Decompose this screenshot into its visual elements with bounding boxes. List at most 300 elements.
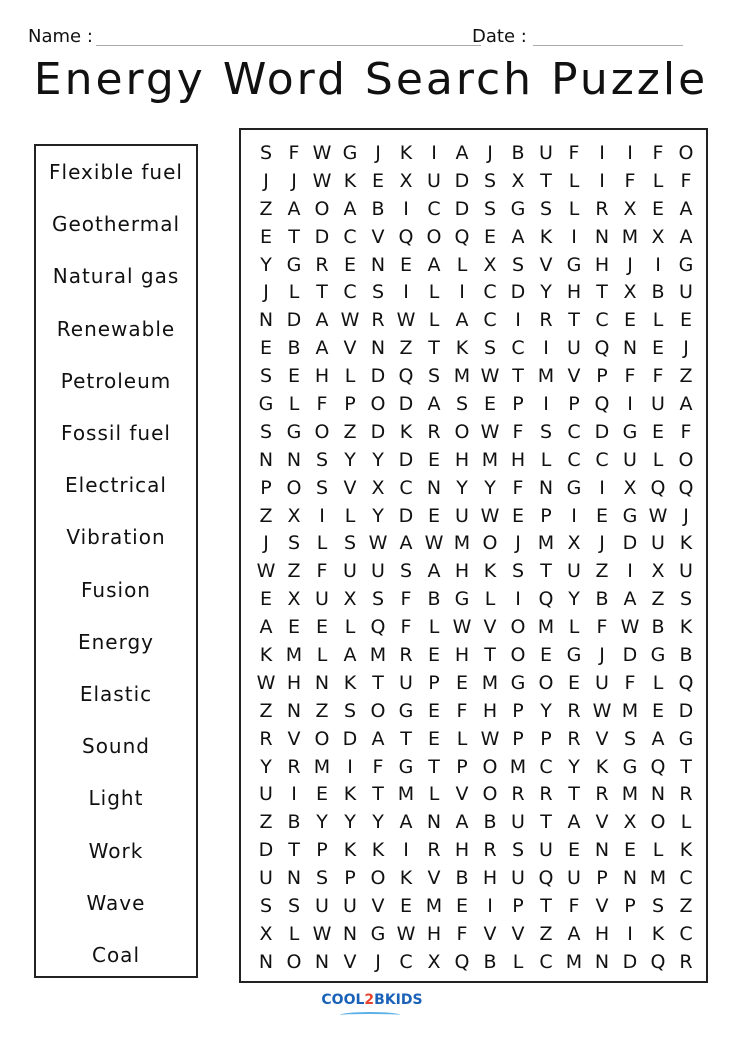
grid-letter[interactable]: G (286, 420, 302, 443)
grid-letter[interactable]: A (287, 197, 301, 220)
grid-letter[interactable]: V (595, 894, 609, 917)
grid-letter[interactable]: R (539, 309, 553, 332)
grid-letter[interactable]: J (375, 950, 381, 973)
grid-letter[interactable]: O (538, 671, 554, 694)
grid-letter[interactable]: S (287, 894, 301, 917)
grid-letter[interactable]: H (510, 448, 526, 471)
grid-letter[interactable]: R (679, 950, 693, 973)
grid-letter[interactable]: P (512, 727, 524, 750)
grid-letter[interactable]: E (651, 197, 664, 220)
grid-letter[interactable]: Z (287, 560, 301, 583)
grid-letter[interactable]: D (398, 392, 414, 415)
grid-letter[interactable]: E (315, 616, 328, 639)
grid-letter[interactable]: J (487, 141, 493, 164)
grid-letter[interactable]: V (595, 727, 609, 750)
grid-letter[interactable]: F (456, 699, 468, 722)
grid-letter[interactable]: C (399, 950, 413, 973)
grid-letter[interactable]: H (594, 922, 610, 945)
grid-letter[interactable]: N (342, 922, 358, 945)
grid-letter[interactable]: R (567, 727, 581, 750)
grid-letter[interactable]: A (427, 560, 441, 583)
grid-letter[interactable]: X (399, 169, 413, 192)
grid-letter[interactable]: E (651, 420, 664, 443)
grid-letter[interactable]: G (398, 699, 414, 722)
grid-letter[interactable]: A (399, 811, 413, 834)
grid-letter[interactable]: P (512, 894, 524, 917)
grid-letter[interactable]: A (399, 532, 413, 555)
grid-letter[interactable]: S (511, 253, 525, 276)
grid-letter[interactable]: F (652, 141, 664, 164)
grid-letter[interactable]: Q (538, 867, 554, 890)
grid-letter[interactable]: L (652, 309, 664, 332)
grid-letter[interactable]: O (286, 476, 302, 499)
grid-letter[interactable]: J (263, 169, 269, 192)
grid-letter[interactable]: M (565, 950, 583, 973)
grid-letter[interactable]: I (599, 476, 605, 499)
grid-letter[interactable]: G (622, 504, 638, 527)
grid-letter[interactable]: A (567, 811, 581, 834)
grid-letter[interactable]: E (343, 253, 356, 276)
grid-letter[interactable]: K (455, 337, 469, 360)
grid-letter[interactable]: L (652, 448, 664, 471)
grid-letter[interactable]: V (371, 894, 385, 917)
grid-letter[interactable]: R (595, 783, 609, 806)
grid-letter[interactable]: U (259, 867, 273, 890)
grid-letter[interactable]: H (314, 365, 330, 388)
grid-letter[interactable]: I (403, 281, 409, 304)
grid-letter[interactable]: T (568, 309, 580, 332)
grid-letter[interactable]: I (599, 141, 605, 164)
grid-letter[interactable]: D (454, 169, 470, 192)
grid-letter[interactable]: P (624, 894, 636, 917)
grid-letter[interactable]: O (314, 420, 330, 443)
grid-letter[interactable]: G (286, 253, 302, 276)
grid-letter[interactable]: C (539, 755, 553, 778)
grid-letter[interactable]: L (428, 783, 440, 806)
grid-letter[interactable]: C (595, 448, 609, 471)
grid-letter[interactable]: G (678, 727, 694, 750)
grid-letter[interactable]: U (595, 671, 609, 694)
grid-letter[interactable]: Y (260, 253, 272, 276)
grid-letter[interactable]: D (622, 950, 638, 973)
grid-letter[interactable]: W (312, 141, 332, 164)
grid-letter[interactable]: G (566, 643, 582, 666)
grid-letter[interactable]: A (511, 225, 525, 248)
grid-letter[interactable]: L (652, 169, 664, 192)
grid-letter[interactable]: V (483, 922, 497, 945)
grid-letter[interactable]: A (455, 309, 469, 332)
grid-letter[interactable]: N (538, 476, 554, 499)
grid-letter[interactable]: O (482, 783, 498, 806)
grid-letter[interactable]: Q (398, 365, 414, 388)
grid-letter[interactable]: Y (316, 811, 328, 834)
grid-letter[interactable]: T (568, 783, 580, 806)
grid-letter[interactable]: V (567, 365, 581, 388)
grid-letter[interactable]: X (427, 950, 441, 973)
grid-letter[interactable]: X (623, 811, 637, 834)
grid-letter[interactable]: I (543, 392, 549, 415)
grid-letter[interactable]: Y (372, 811, 384, 834)
grid-letter[interactable]: R (259, 727, 273, 750)
grid-letter[interactable]: S (259, 141, 273, 164)
grid-letter[interactable]: K (399, 420, 413, 443)
grid-letter[interactable]: F (680, 420, 692, 443)
grid-letter[interactable]: G (566, 253, 582, 276)
grid-letter[interactable]: J (683, 504, 689, 527)
grid-letter[interactable]: B (511, 141, 525, 164)
grid-letter[interactable]: D (594, 420, 610, 443)
grid-letter[interactable]: L (652, 671, 664, 694)
grid-letter[interactable]: M (621, 783, 639, 806)
grid-letter[interactable]: P (316, 839, 328, 862)
grid-letter[interactable]: L (512, 950, 524, 973)
grid-letter[interactable]: Y (260, 755, 272, 778)
grid-letter[interactable]: S (483, 197, 497, 220)
grid-letter[interactable]: E (259, 337, 272, 360)
grid-letter[interactable]: N (594, 950, 610, 973)
grid-letter[interactable]: Y (372, 448, 384, 471)
grid-letter[interactable]: C (567, 448, 581, 471)
grid-letter[interactable]: M (285, 643, 303, 666)
grid-letter[interactable]: K (343, 839, 357, 862)
grid-letter[interactable]: W (592, 699, 612, 722)
grid-letter[interactable]: C (567, 420, 581, 443)
grid-letter[interactable]: I (627, 141, 633, 164)
grid-letter[interactable]: P (344, 867, 356, 890)
grid-letter[interactable]: I (627, 392, 633, 415)
grid-letter[interactable]: F (456, 922, 468, 945)
grid-letter[interactable]: I (543, 337, 549, 360)
grid-letter[interactable]: J (375, 141, 381, 164)
grid-letter[interactable]: M (621, 699, 639, 722)
grid-letter[interactable]: M (369, 643, 387, 666)
grid-letter[interactable]: O (426, 225, 442, 248)
grid-letter[interactable]: T (540, 811, 552, 834)
grid-letter[interactable]: C (595, 309, 609, 332)
grid-letter[interactable]: U (315, 588, 329, 611)
grid-letter[interactable]: T (428, 337, 440, 360)
grid-letter[interactable]: C (343, 281, 357, 304)
grid-letter[interactable]: E (315, 783, 328, 806)
grid-letter[interactable]: S (315, 476, 329, 499)
grid-letter[interactable]: Y (568, 755, 580, 778)
grid-letter[interactable]: Y (540, 699, 552, 722)
grid-letter[interactable]: Z (259, 811, 273, 834)
grid-letter[interactable]: A (567, 922, 581, 945)
grid-letter[interactable]: L (456, 727, 468, 750)
grid-letter[interactable]: J (627, 253, 633, 276)
grid-letter[interactable]: L (344, 504, 356, 527)
grid-letter[interactable]: N (314, 671, 330, 694)
grid-letter[interactable]: Z (259, 699, 273, 722)
grid-letter[interactable]: R (315, 253, 329, 276)
grid-letter[interactable]: S (287, 532, 301, 555)
grid-letter[interactable]: E (651, 699, 664, 722)
grid-letter[interactable]: F (568, 141, 580, 164)
grid-letter[interactable]: C (511, 337, 525, 360)
grid-letter[interactable]: O (678, 448, 694, 471)
grid-letter[interactable]: X (483, 253, 497, 276)
grid-letter[interactable]: C (483, 309, 497, 332)
grid-letter[interactable]: I (655, 253, 661, 276)
grid-letter[interactable]: R (427, 420, 441, 443)
grid-letter[interactable]: J (263, 532, 269, 555)
grid-letter[interactable]: J (515, 532, 521, 555)
grid-letter[interactable]: R (371, 309, 385, 332)
grid-letter[interactable]: U (343, 560, 357, 583)
grid-letter[interactable]: M (397, 783, 415, 806)
grid-letter[interactable]: T (484, 643, 496, 666)
grid-letter[interactable]: I (599, 169, 605, 192)
grid-letter[interactable]: U (567, 867, 581, 890)
grid-letter[interactable]: Q (454, 950, 470, 973)
grid-letter[interactable]: H (454, 643, 470, 666)
grid-letter[interactable]: X (287, 588, 301, 611)
grid-letter[interactable]: F (596, 616, 608, 639)
grid-letter[interactable]: J (599, 532, 605, 555)
grid-letter[interactable]: Q (454, 225, 470, 248)
grid-letter[interactable]: Z (343, 420, 357, 443)
grid-letter[interactable]: D (314, 225, 330, 248)
grid-letter[interactable]: R (287, 755, 301, 778)
grid-letter[interactable]: U (399, 671, 413, 694)
grid-letter[interactable]: D (258, 839, 274, 862)
grid-letter[interactable]: Q (398, 225, 414, 248)
grid-letter[interactable]: L (652, 839, 664, 862)
grid-letter[interactable]: P (540, 504, 552, 527)
grid-letter[interactable]: P (568, 392, 580, 415)
grid-letter[interactable]: K (595, 755, 609, 778)
grid-letter[interactable]: H (454, 839, 470, 862)
grid-letter[interactable]: S (455, 392, 469, 415)
grid-letter[interactable]: Y (372, 504, 384, 527)
grid-letter[interactable]: W (480, 420, 500, 443)
grid-letter[interactable]: U (651, 392, 665, 415)
grid-letter[interactable]: V (539, 253, 553, 276)
grid-letter[interactable]: U (343, 894, 357, 917)
grid-letter[interactable]: N (650, 783, 666, 806)
grid-letter[interactable]: B (287, 811, 301, 834)
grid-letter[interactable]: N (426, 476, 442, 499)
grid-letter[interactable]: A (371, 727, 385, 750)
grid-letter[interactable]: E (623, 839, 636, 862)
grid-letter[interactable]: E (483, 225, 496, 248)
grid-letter[interactable]: O (454, 420, 470, 443)
grid-letter[interactable]: Z (315, 699, 329, 722)
grid-letter[interactable]: E (651, 337, 664, 360)
grid-letter[interactable]: W (480, 365, 500, 388)
grid-letter[interactable]: S (511, 839, 525, 862)
grid-letter[interactable]: J (683, 337, 689, 360)
grid-letter[interactable]: E (427, 699, 440, 722)
grid-letter[interactable]: H (426, 922, 442, 945)
grid-letter[interactable]: W (620, 616, 640, 639)
grid-letter[interactable]: N (594, 225, 610, 248)
grid-letter[interactable]: S (427, 365, 441, 388)
grid-letter[interactable]: L (680, 811, 692, 834)
grid-letter[interactable]: D (286, 309, 302, 332)
grid-letter[interactable]: S (623, 727, 637, 750)
grid-letter[interactable]: A (651, 727, 665, 750)
grid-letter[interactable]: I (403, 197, 409, 220)
grid-letter[interactable]: U (427, 169, 441, 192)
grid-letter[interactable]: A (315, 309, 329, 332)
grid-letter[interactable]: A (427, 253, 441, 276)
grid-letter[interactable]: E (623, 309, 636, 332)
grid-letter[interactable]: F (372, 755, 384, 778)
grid-letter[interactable]: P (512, 699, 524, 722)
grid-letter[interactable]: J (291, 169, 297, 192)
grid-letter[interactable]: M (537, 616, 555, 639)
grid-letter[interactable]: B (371, 197, 385, 220)
grid-letter[interactable]: L (568, 616, 580, 639)
grid-letter[interactable]: U (567, 337, 581, 360)
grid-letter[interactable]: J (599, 643, 605, 666)
grid-letter[interactable]: G (650, 643, 666, 666)
grid-letter[interactable]: X (259, 922, 273, 945)
grid-letter[interactable]: M (481, 671, 499, 694)
grid-letter[interactable]: P (596, 365, 608, 388)
grid-letter[interactable]: U (539, 839, 553, 862)
grid-letter[interactable]: D (622, 643, 638, 666)
grid-letter[interactable]: C (427, 197, 441, 220)
grid-letter[interactable]: V (427, 867, 441, 890)
grid-letter[interactable]: I (627, 922, 633, 945)
grid-letter[interactable]: F (316, 392, 328, 415)
grid-letter[interactable]: K (651, 922, 665, 945)
grid-letter[interactable]: Y (344, 811, 356, 834)
grid-letter[interactable]: K (399, 867, 413, 890)
grid-letter[interactable]: C (483, 281, 497, 304)
grid-letter[interactable]: F (624, 671, 636, 694)
grid-letter[interactable]: A (679, 225, 693, 248)
grid-letter[interactable]: Y (568, 588, 580, 611)
grid-letter[interactable]: E (679, 309, 692, 332)
grid-letter[interactable]: D (622, 532, 638, 555)
grid-letter[interactable]: U (651, 532, 665, 555)
grid-letter[interactable]: F (624, 365, 636, 388)
grid-letter[interactable]: S (399, 560, 413, 583)
grid-letter[interactable]: S (511, 560, 525, 583)
grid-letter[interactable]: L (428, 281, 440, 304)
grid-letter[interactable]: A (343, 643, 357, 666)
grid-letter[interactable]: P (456, 755, 468, 778)
grid-letter[interactable]: W (648, 504, 668, 527)
grid-letter[interactable]: F (652, 365, 664, 388)
grid-letter[interactable]: A (259, 616, 273, 639)
grid-letter[interactable]: M (313, 755, 331, 778)
grid-letter[interactable]: C (539, 950, 553, 973)
grid-letter[interactable]: E (287, 616, 300, 639)
grid-letter[interactable]: S (343, 532, 357, 555)
grid-letter[interactable]: I (403, 839, 409, 862)
grid-letter[interactable]: O (510, 643, 526, 666)
grid-letter[interactable]: P (512, 392, 524, 415)
grid-letter[interactable]: T (288, 225, 300, 248)
grid-letter[interactable]: U (567, 560, 581, 583)
grid-letter[interactable]: X (343, 588, 357, 611)
grid-letter[interactable]: Z (399, 337, 413, 360)
grid-letter[interactable]: T (680, 755, 692, 778)
grid-letter[interactable]: F (568, 894, 580, 917)
grid-letter[interactable]: K (679, 616, 693, 639)
grid-letter[interactable]: X (511, 169, 525, 192)
grid-letter[interactable]: B (483, 950, 497, 973)
grid-letter[interactable]: C (679, 922, 693, 945)
grid-letter[interactable]: H (286, 671, 302, 694)
grid-letter[interactable]: Q (678, 671, 694, 694)
grid-letter[interactable]: S (315, 867, 329, 890)
grid-letter[interactable]: P (344, 392, 356, 415)
grid-letter[interactable]: P (596, 867, 608, 890)
grid-letter[interactable]: L (344, 365, 356, 388)
grid-letter[interactable]: G (398, 755, 414, 778)
grid-letter[interactable]: H (482, 867, 498, 890)
grid-letter[interactable]: E (399, 894, 412, 917)
grid-letter[interactable]: K (343, 169, 357, 192)
grid-letter[interactable]: Z (679, 365, 693, 388)
grid-letter[interactable]: W (452, 616, 472, 639)
grid-letter[interactable]: D (454, 197, 470, 220)
grid-letter[interactable]: M (481, 448, 499, 471)
grid-letter[interactable]: U (539, 141, 553, 164)
grid-letter[interactable]: M (453, 365, 471, 388)
grid-letter[interactable]: R (427, 839, 441, 862)
grid-letter[interactable]: I (515, 588, 521, 611)
grid-letter[interactable]: Z (259, 197, 273, 220)
grid-letter[interactable]: K (343, 671, 357, 694)
date-line[interactable] (533, 45, 683, 46)
grid-letter[interactable]: Q (650, 950, 666, 973)
grid-letter[interactable]: L (540, 448, 552, 471)
grid-letter[interactable]: L (316, 532, 328, 555)
grid-letter[interactable]: G (622, 420, 638, 443)
grid-letter[interactable]: I (627, 560, 633, 583)
grid-letter[interactable]: M (621, 225, 639, 248)
grid-letter[interactable]: O (314, 727, 330, 750)
grid-letter[interactable]: B (483, 811, 497, 834)
grid-letter[interactable]: B (651, 281, 665, 304)
grid-letter[interactable]: A (623, 588, 637, 611)
grid-letter[interactable]: U (511, 811, 525, 834)
grid-letter[interactable]: N (286, 448, 302, 471)
grid-letter[interactable]: Q (650, 755, 666, 778)
grid-letter[interactable]: U (511, 867, 525, 890)
grid-letter[interactable]: E (539, 643, 552, 666)
grid-letter[interactable]: I (515, 309, 521, 332)
grid-letter[interactable]: G (510, 671, 526, 694)
grid-letter[interactable]: V (595, 811, 609, 834)
grid-letter[interactable]: E (427, 448, 440, 471)
grid-letter[interactable]: O (482, 532, 498, 555)
grid-letter[interactable]: Y (540, 281, 552, 304)
grid-letter[interactable]: E (287, 365, 300, 388)
grid-letter[interactable]: F (400, 588, 412, 611)
grid-letter[interactable]: D (510, 281, 526, 304)
grid-letter[interactable]: N (594, 839, 610, 862)
grid-letter[interactable]: I (487, 894, 493, 917)
grid-letter[interactable]: A (679, 197, 693, 220)
grid-letter[interactable]: E (567, 839, 580, 862)
grid-letter[interactable]: W (312, 169, 332, 192)
grid-letter[interactable]: Q (678, 476, 694, 499)
grid-letter[interactable]: L (288, 281, 300, 304)
grid-letter[interactable]: E (455, 894, 468, 917)
grid-letter[interactable]: Q (370, 616, 386, 639)
grid-letter[interactable]: W (256, 560, 276, 583)
grid-letter[interactable]: N (286, 867, 302, 890)
grid-letter[interactable]: V (343, 476, 357, 499)
